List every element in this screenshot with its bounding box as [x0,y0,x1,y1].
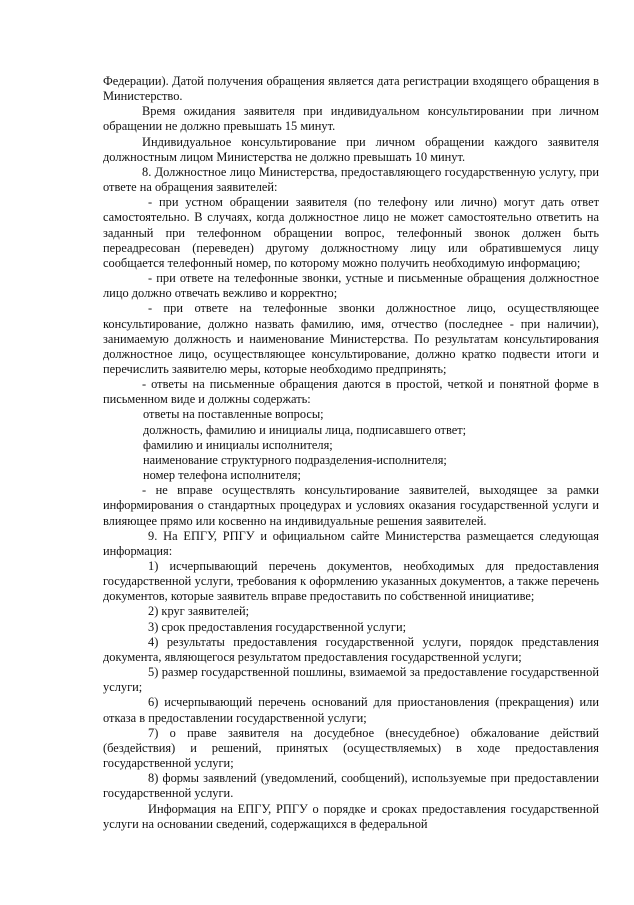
document-body [103,74,599,832]
paragraph: - ответы на письменные обращения даются в простой, четкой и понятной форме в письменном виде и должны содержать: [103,377,599,407]
paragraph: Федерации). Датой получения обращения является дата регистрации входящего обращения в Министерство. [103,74,599,104]
list-item: должность, фамилию и инициалы лица, подписавшего ответ; [143,422,467,437]
paragraph: 9. На ЕПГУ, РПГУ и официальном сайте Министерства размещается следующая информация: [103,528,599,558]
list-item: наименование структурного подразделения-исполнителя; [143,452,447,467]
paragraph: - при устном обращении заявителя (по телефону или лично) могут дать ответ самостоятельно. В случаях, когда должностное лицо не может самостоятельно ответить на заданный при телефонном обращении вопрос, телефонный звонок должен быть переадресован (переведен) другому должностному лицу или обратившемуся лицу сообщается телефонный номер, по которому можно получить необходимую информацию; [103,195,599,270]
paragraph: - не вправе осуществлять консультирование заявителей, выходящее за рамки информирования о стандартных процедурах и условиях оказания государственной услуги и влияющее прямо или косвенно на индивидуальные решения заявителей. [103,483,599,528]
paragraph: 2) круг заявителей; [148,604,250,619]
paragraph: - при ответе на телефонные звонки должностное лицо, осуществляющее консультирование, должно назвать фамилию, имя, отчество (последнее - при наличии), занимаемую должность и наименование Министерства. По результатам консультирования должностное лицо, осуществляющее консультирование, должно кратко подвести итоги и перечислить заявителю меры, которые необходимо предпринять; [103,301,599,376]
paragraph: 1) исчерпывающий перечень документов, необходимых для предоставления государственной услуги, требования к оформлению указанных документов, а также перечень документов, которые заявитель вправе предоставить по собственной инициативе; [103,559,599,604]
paragraph: - при ответе на телефонные звонки, устные и письменные обращения должностное лицо должно отвечать вежливо и корректно; [103,271,599,301]
paragraph: 4) результаты предоставления государственной услуги, порядок представления документа, являющегося результатом предоставления государственной услуги; [103,634,599,664]
paragraph: 3) срок предоставления государственной услуги; [148,619,407,634]
paragraph: 5) размер государственной пошлины, взимаемой за предоставление государственной услуги; [103,665,599,695]
paragraph: Время ожидания заявителя при индивидуальном консультировании при личном обращении не должно превышать 15 минут. [103,104,599,134]
paragraph: 6) исчерпывающий перечень оснований для приостановления (прекращения) или отказа в предоставлении государственной услуги; [103,695,599,725]
paragraph: 8. Должностное лицо Министерства, предоставляющего государственную услугу, при ответе на обращения заявителей: [103,164,599,195]
paragraph: 8) формы заявлений (уведомлений, сообщений), используемые при предоставлении государственной услуги. [103,771,599,801]
paragraph: 7) о праве заявителя на досудебное (внесудебное) обжалование действий (бездействия) и решений, принятых (осуществляемых) в ходе предоставления государственной услуги; [103,725,599,771]
list-item: номер телефона исполнителя; [143,468,301,483]
list-item: ответы на поставленные вопросы; [143,407,324,422]
paragraph: Индивидуальное консультирование при личном обращении каждого заявителя должностным лицом Министерства не должно превышать 10 минут. [103,134,599,164]
paragraph: Информация на ЕПГУ, РПГУ о порядке и сроках предоставления государственной услуги на основании сведений, содержащихся в федеральной [103,801,599,831]
list-item: фамилию и инициалы исполнителя; [143,437,333,452]
